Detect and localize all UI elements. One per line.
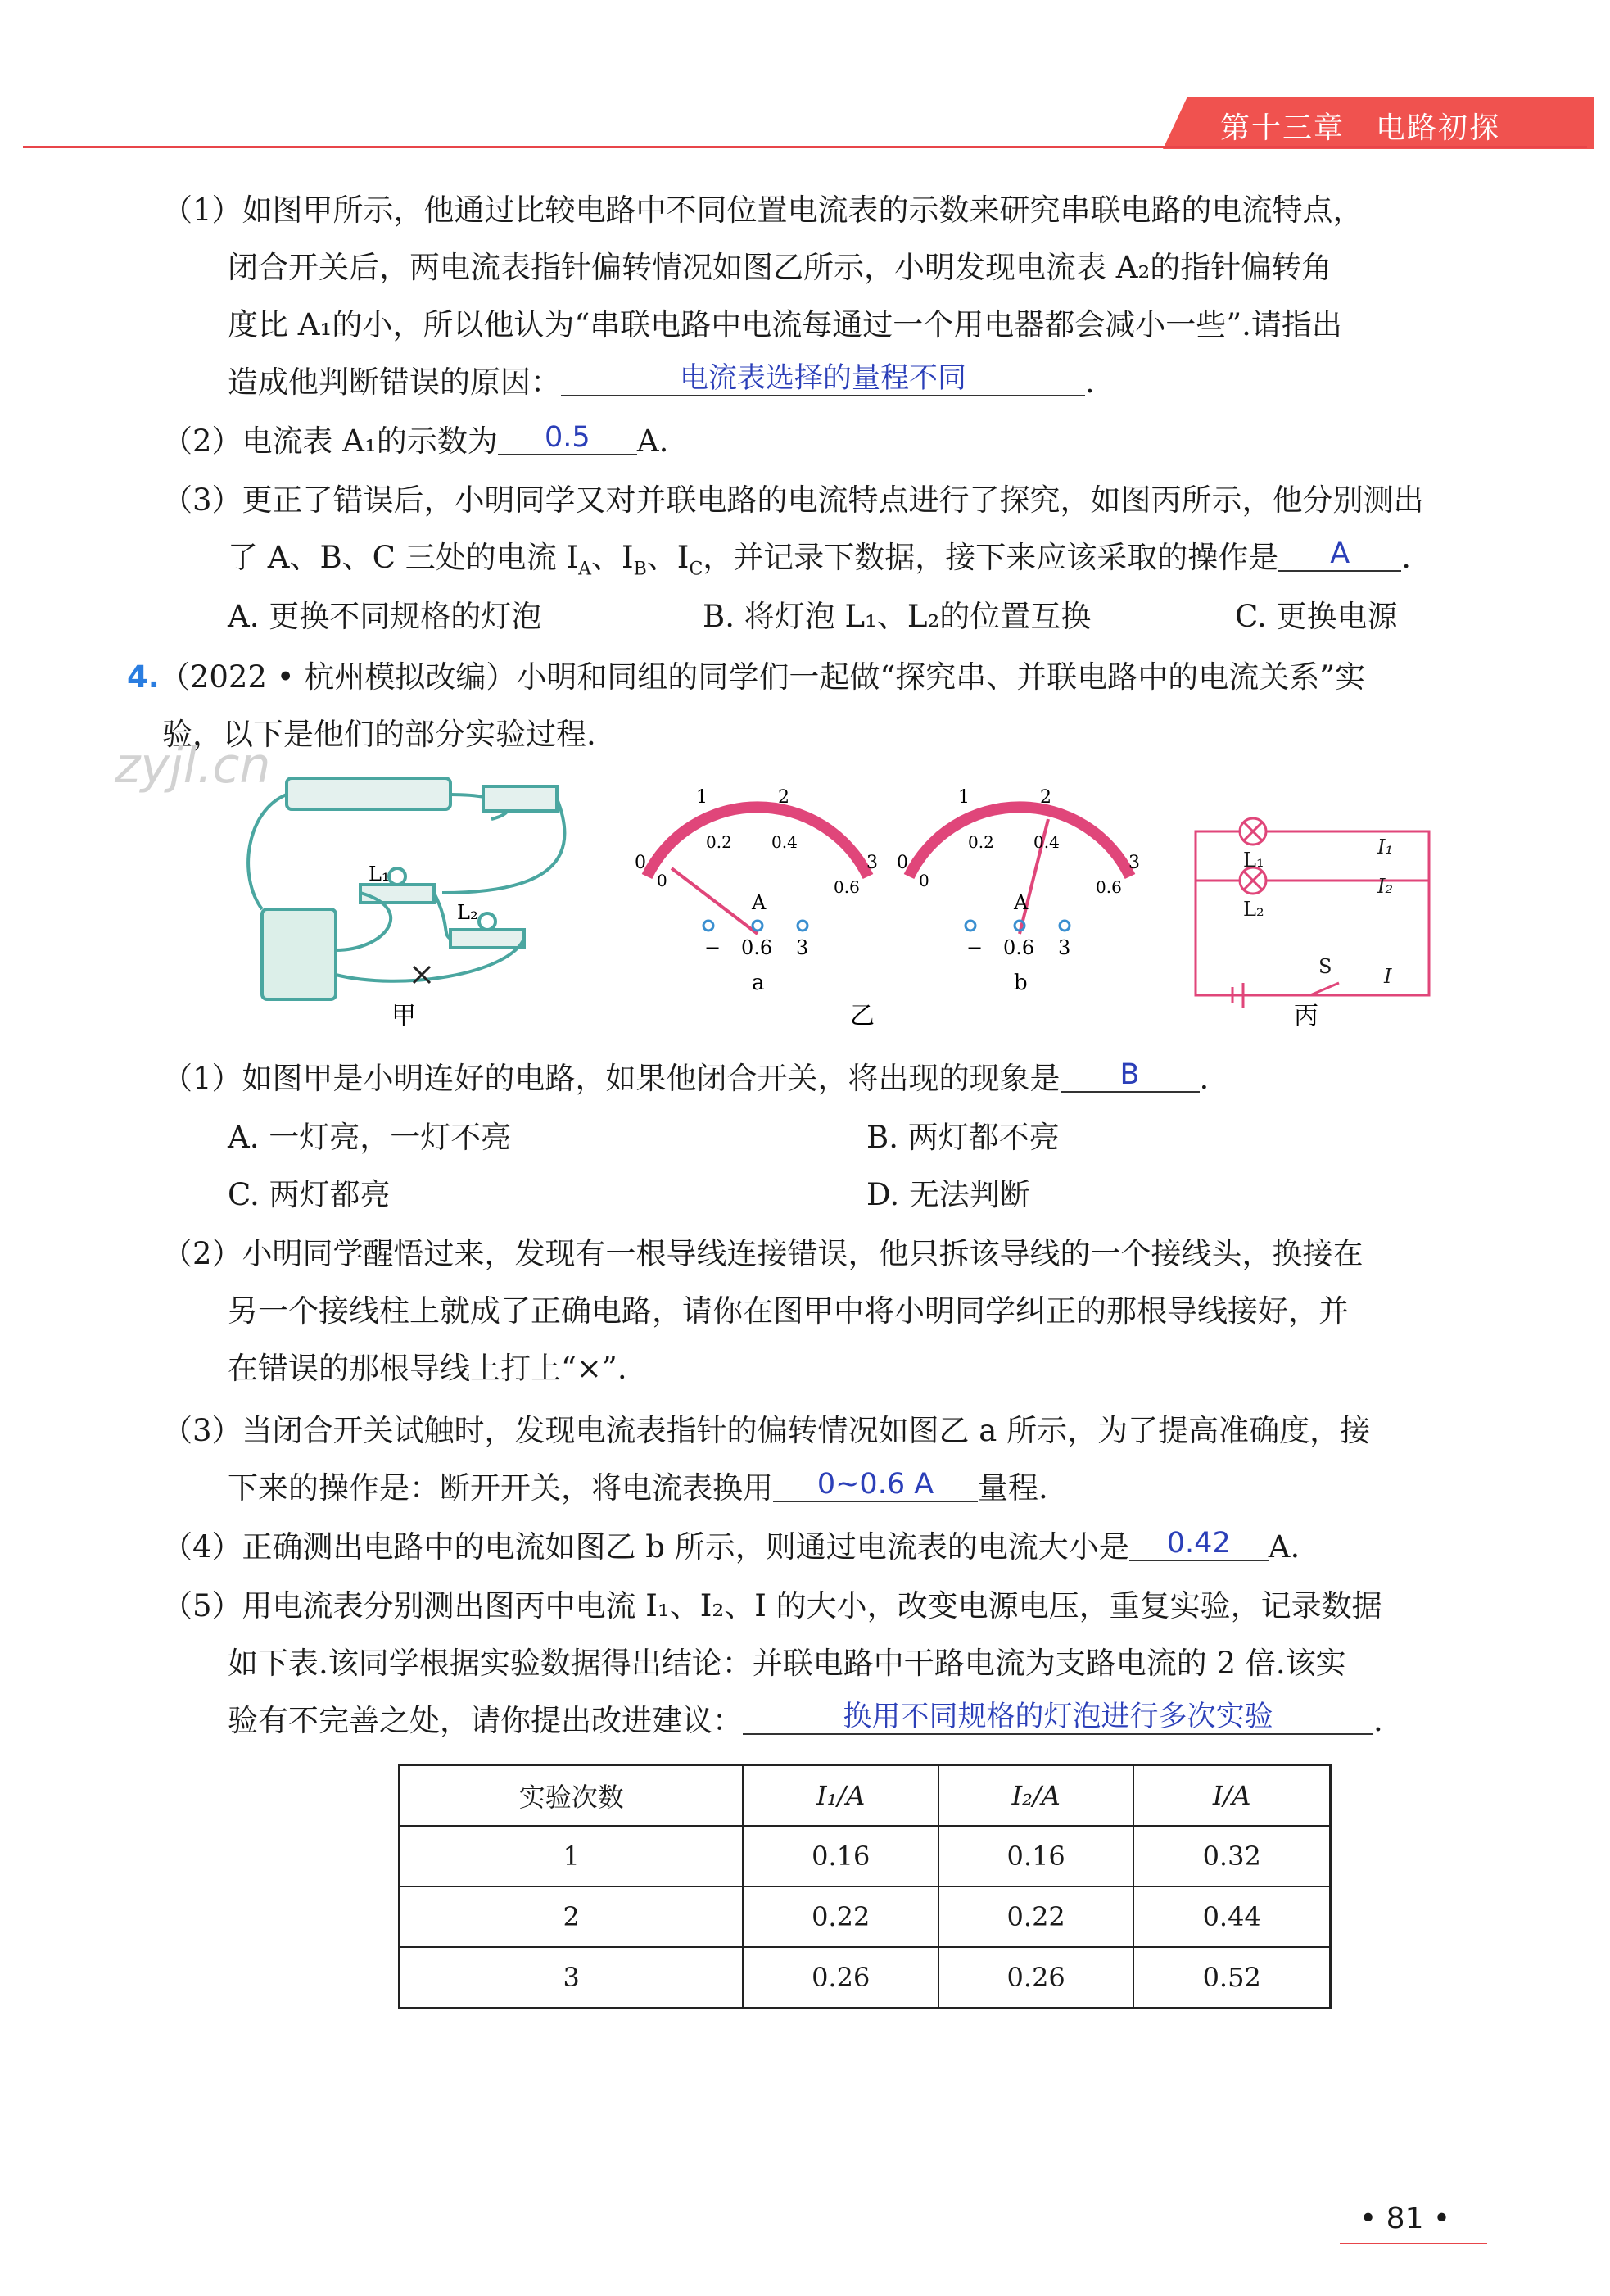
q4-p1-line: （1）如图甲是小明连好的电路，如果他闭合开关，将出现的现象是 B .	[162, 1058, 1210, 1096]
q4-p5-line3: 验有不完善之处，请你提出改进建议： 换用不同规格的灯泡进行多次实验 .	[228, 1700, 1383, 1738]
terminal-minus: −	[704, 936, 721, 959]
q4-p1-text: （1）如图甲是小明连好的电路，如果他闭合开关，将出现的现象是	[162, 1061, 1061, 1096]
meter-b-unit: A	[1014, 891, 1029, 914]
bing-s-label: S	[1318, 955, 1332, 978]
table-cell: 0.22	[938, 1886, 1133, 1947]
q4-number: 4.	[127, 659, 160, 695]
q4-option-a: A. 一灯亮，一灯不亮	[228, 1120, 512, 1155]
bing-i2-label: I₂	[1377, 875, 1394, 898]
figure-area	[237, 762, 1449, 1040]
q4-p5-answer-blank[interactable]: 换用不同规格的灯泡进行多次实验	[743, 1703, 1373, 1735]
scale-1: 1	[696, 787, 708, 808]
q4-p5-line1: （5）用电流表分别测出图丙中电流 I₁、I₂、I 的大小，改变电源电压，重复实验，记录数据	[162, 1588, 1382, 1624]
q4-p4-line	[162, 1527, 1300, 1566]
q3-option-b: B. 将灯泡 L₁、L₂的位置互换	[703, 599, 1092, 634]
terminal-3: 3	[796, 936, 809, 959]
bing-l1-label: L₁	[1243, 849, 1264, 872]
q3-p3-answer-blank[interactable]: A	[1278, 540, 1401, 572]
battery-icon	[287, 778, 450, 809]
meter-a-unit: A	[752, 891, 767, 914]
q4-option-c: C. 两灯都亮	[228, 1177, 391, 1212]
q4-p3-line2	[228, 1468, 1048, 1507]
table-cell: 0.22	[743, 1886, 938, 1947]
inner-0: 0	[919, 871, 929, 890]
figure-jia-caption: 甲	[391, 1002, 416, 1030]
bing-l2-label: L₂	[1243, 898, 1264, 921]
q3-p1-line4: 造成他判断错误的原因： 电流表选择的量程不同 .	[228, 362, 1095, 400]
q3-option-c: C. 更换电源	[1235, 599, 1398, 634]
q4-intro-line1	[127, 659, 1366, 695]
table-cell: 0.26	[743, 1947, 938, 2008]
q3-p3-line1: （3）更正了错误后，小明同学又对并联电路的电流特点进行了探究，如图丙所示，他分别测出	[162, 482, 1424, 518]
table-header-cell: I₁/A	[743, 1765, 938, 1827]
q4-p3-answer-blank[interactable]: 0~0.6 A	[773, 1470, 978, 1502]
table-cell: 0.52	[1133, 1947, 1330, 2008]
terminal-3: 3	[1058, 936, 1071, 959]
inner-1: 0.2	[706, 832, 732, 852]
table-cell: 1	[400, 1826, 744, 1886]
terminal-06: 0.6	[741, 936, 773, 959]
q3-p2-answer-blank[interactable]: 0.5	[498, 423, 637, 455]
table-cell: 0.16	[743, 1826, 938, 1886]
table-cell: 0.32	[1133, 1826, 1330, 1886]
inner-3: 0.6	[834, 877, 860, 897]
table-header-cell: I/A	[1133, 1765, 1330, 1827]
q3-p2-unit: A.	[636, 423, 669, 459]
q4-p2-line3: 在错误的那根导线上打上“×”.	[228, 1351, 627, 1386]
data-table	[398, 1764, 1332, 2009]
q4-p3-text: 下来的操作是：断开开关，将电流表换用	[228, 1470, 773, 1506]
q4-p4-text: （4）正确测出电路中的电流如图乙 b 所示，则通过电流表的电流大小是	[162, 1529, 1129, 1565]
figure-jia-circuit	[248, 778, 564, 999]
scale-3: 3	[1128, 853, 1140, 873]
terminal-minus: −	[966, 936, 984, 959]
q4-p4-unit: A.	[1268, 1529, 1300, 1565]
watermark: zyjl.cn	[115, 737, 271, 795]
q4-p4-answer-blank[interactable]: 0.42	[1129, 1529, 1269, 1561]
page-number-rule	[1340, 2243, 1487, 2244]
meter-b	[897, 787, 1140, 995]
q4-p5-text: 验有不完善之处，请你提出改进建议：	[228, 1703, 743, 1738]
meter-a-label: a	[752, 971, 765, 995]
table-cell: 0.44	[1133, 1886, 1330, 1947]
table-header-row	[400, 1765, 1331, 1827]
q3-p1-line1: （1）如图甲所示，他通过比较电路中不同位置电流表的示数来研究串联电路的电流特点，	[162, 192, 1364, 228]
bing-i-label: I	[1384, 965, 1392, 988]
page-number: • 81 •	[1359, 2202, 1451, 2235]
lamp-l2-icon	[450, 930, 524, 948]
terminal-06: 0.6	[1003, 936, 1035, 959]
table-cell: 2	[400, 1886, 744, 1947]
lamp-l1-icon	[360, 885, 434, 903]
q3-p3-text-b: ，并记录下数据，接下来应该采取的操作是	[703, 540, 1279, 575]
q4-p2-line1: （2）小明同学醒悟过来，发现有一根导线连接错误，他只拆该导线的一个接线头，换接在	[162, 1236, 1364, 1271]
inner-0: 0	[657, 871, 667, 890]
q3-option-a: A. 更换不同规格的灯泡	[228, 599, 542, 634]
jia-l1-label: L₁	[369, 863, 390, 885]
table-cell: 0.26	[938, 1947, 1133, 2008]
inner-1: 0.2	[968, 832, 994, 852]
q3-p2-line	[162, 421, 669, 460]
jia-l2-label: L₂	[457, 901, 478, 924]
q4-p1-answer-blank[interactable]: B	[1061, 1061, 1200, 1093]
switch-icon	[483, 786, 557, 811]
scale-0: 0	[635, 853, 646, 873]
figure-yi-caption: 乙	[850, 1002, 875, 1030]
q3-p1-answer-blank[interactable]: 电流表选择的量程不同	[561, 365, 1085, 396]
q4-p3-line1: （3）当闭合开关试触时，发现电流表指针的偏转情况如图乙 a 所示，为了提高准确度，接	[162, 1413, 1371, 1448]
scale-1: 1	[958, 787, 970, 808]
q4-p3-text-end: 量程.	[978, 1470, 1048, 1506]
needle-a	[672, 868, 758, 934]
inner-2: 0.4	[771, 832, 798, 852]
scale-2: 2	[1040, 787, 1051, 808]
chapter-title: 第十三章 电路初探	[1220, 111, 1501, 145]
q4-option-b: B. 两灯都不亮	[866, 1120, 1060, 1155]
switch-s-symbol	[1310, 983, 1339, 995]
q4-p2-line2: 另一个接线柱上就成了正确电路，请你在图甲中将小明同学纠正的那根导线接好，并	[228, 1293, 1349, 1329]
inner-2: 0.4	[1033, 832, 1060, 852]
table-row	[400, 1886, 1331, 1947]
inner-3: 0.6	[1096, 877, 1122, 897]
q3-p1-line3: 度比 A₁的小，所以他认为“串联电路中电流每通过一个用电器都会减小一些”.请指出	[228, 307, 1342, 342]
q4-intro-text: （2022 • 杭州模拟改编）小明和同组的同学们一起做“探究串、并联电路中的电流关系”实	[159, 659, 1366, 695]
header-rule	[23, 146, 1587, 148]
table-row	[400, 1826, 1331, 1886]
scale-3: 3	[866, 853, 878, 873]
table-cell: 3	[400, 1947, 744, 2008]
table-row	[400, 1947, 1331, 2008]
table-cell: 0.16	[938, 1826, 1133, 1886]
scale-0: 0	[897, 853, 908, 873]
q3-p2-text: （2）电流表 A₁的示数为	[162, 423, 498, 459]
table-header-cell: 实验次数	[400, 1765, 744, 1827]
meter-b-label: b	[1014, 971, 1028, 995]
q3-p1-text: 造成他判断错误的原因：	[228, 365, 561, 400]
q3-p3-text-a: 了 A、B、C 三处的电流 I	[228, 540, 579, 575]
scale-2: 2	[778, 787, 789, 808]
figure-bing-schematic	[1196, 818, 1429, 1008]
q3-p3-line2: 了 A、B、C 三处的电流 $I_A$、$I_B$、$I_C$，并记录下数据，接下来应该采取的操作是 A .	[228, 537, 1412, 580]
q3-p1-line2: 闭合开关后，两电流表指针偏转情况如图乙所示，小明发现电流表 A₂的指针偏转角	[228, 250, 1332, 285]
figure-bing-caption: 丙	[1294, 1002, 1318, 1030]
ammeter-photo-icon	[262, 909, 336, 999]
table-header-cell: I₂/A	[938, 1765, 1133, 1827]
meter-a	[635, 787, 878, 995]
bing-i1-label: I₁	[1377, 836, 1394, 858]
q4-option-d: D. 无法判断	[866, 1177, 1030, 1212]
q4-intro-line2: 验，以下是他们的部分实验过程.	[162, 717, 596, 752]
q4-p5-line2: 如下表.该同学根据实验数据得出结论：并联电路中干路电流为支路电流的 2 倍.该实	[228, 1646, 1346, 1681]
